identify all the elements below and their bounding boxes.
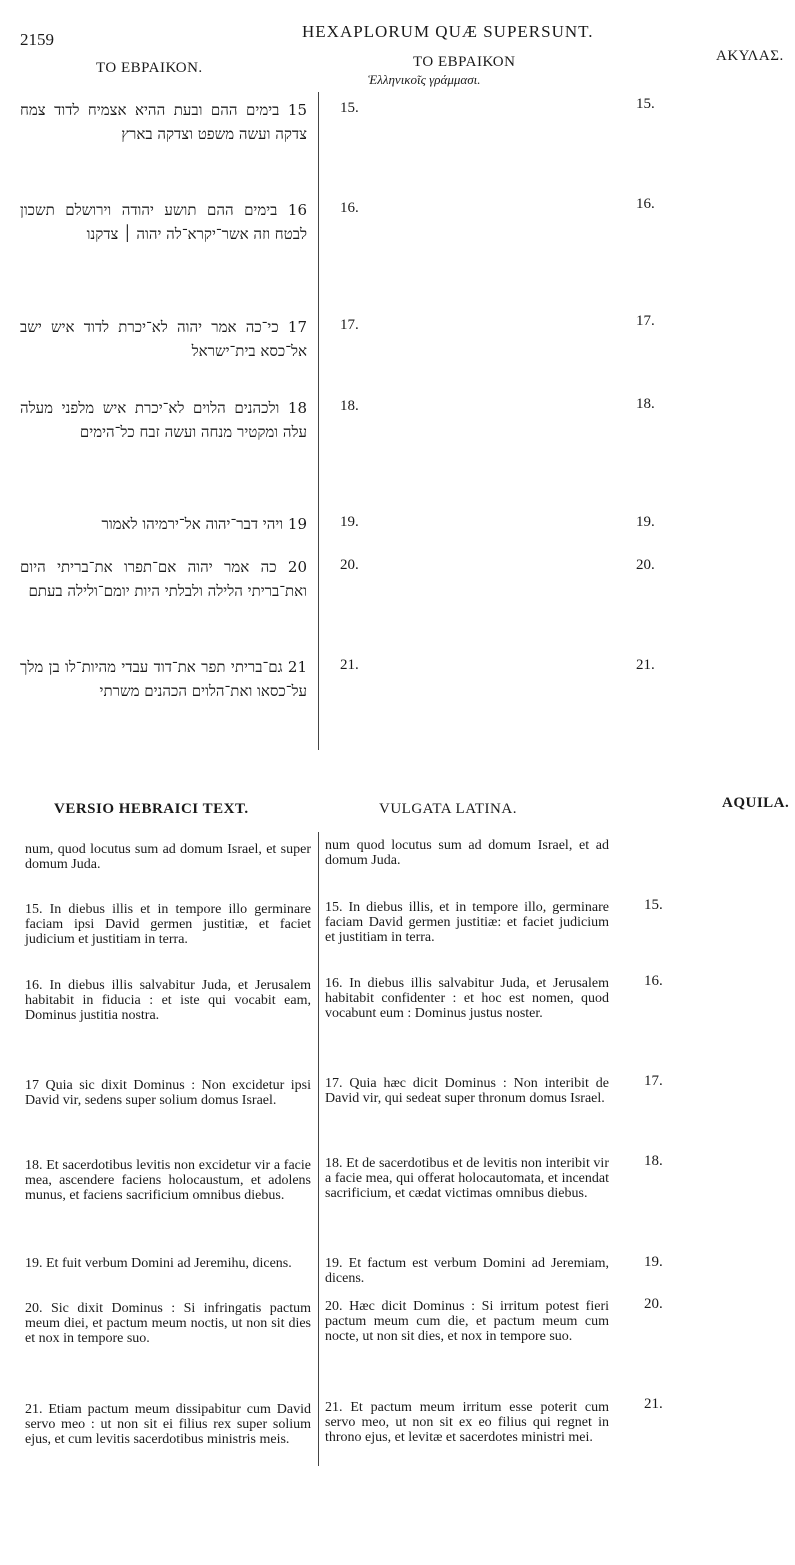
aquila-latin-header: AQUILA.: [722, 795, 790, 811]
aquila-latin-verse-number: 16.: [644, 973, 663, 989]
hebrew-verse-19: 19 ויהי דבר־יהוה אל־ירמיהו לאמור: [101, 515, 307, 533]
versio-verse-18: 18. Et sacerdotibus levitis non excidetur vir a facie mea, ascendere faciens holocaustum, et adolens munus, et faciens sacrificium omnibus diebus.: [25, 1158, 311, 1203]
versio-verse-19: 19. Et fuit verbum Domini ad Jeremihu, dicens.: [25, 1256, 292, 1271]
page-number: 2159: [20, 30, 54, 49]
aquila-verse-number: 16.: [636, 196, 655, 212]
aquila-latin-verse-number: 15.: [644, 897, 663, 913]
vulgata-continuation: num quod locutus sum ad domum Israel, et ad domum Juda.: [325, 838, 609, 868]
vulgata-verse-21: 21. Et pactum meum irritum esse poterit cum servo meo, ut non sit ex eo filius qui regnet in throno ejus, et levitæ et sacerdotes ministri mei.: [325, 1400, 609, 1445]
aquila-verse-number: 20.: [636, 557, 655, 573]
column-divider-upper: [318, 92, 319, 750]
hebrew-column-header: ΤΟ ΕΒΡΑΙΚΟΝ.: [96, 60, 203, 76]
versio-verse-20: 20. Sic dixit Dominus : Si infringatis pactum meum diei, et pactum meum noctis, ut non sit dies et nox in tempore suo.: [25, 1301, 311, 1346]
vulgata-verse-15: 15. In diebus illis, et in tempore illo, germinare faciam David germen justitiæ: et faciet judicium et justitiam in terra.: [325, 900, 609, 945]
aquila-latin-verse-number: 17.: [644, 1073, 663, 1089]
transliteration-column-subheader: Ἑλληνικοῖς γράμμασι.: [368, 72, 481, 87]
transliteration-verse-number: 16.: [340, 200, 359, 216]
vulgata-verse-19: 19. Et factum est verbum Domini ad Jeremiam, dicens.: [325, 1256, 609, 1286]
hebrew-verse-20: 20 כה אמר יהוה אם־תפרו את־בריתי היום ואת־בריתי הלילה ולבלתי היות יומם־ולילה בעתם: [20, 558, 307, 600]
transliteration-verse-number: 17.: [340, 317, 359, 333]
transliteration-verse-number: 15.: [340, 100, 359, 116]
hebrew-verse-16: 16 בימים ההם תושע יהודה וירושלם תשכון לבטח וזה אשר־יקרא־לה יהוה ׀ צדקנו: [20, 201, 307, 243]
aquila-verse-number: 15.: [636, 96, 655, 112]
transliteration-verse-number: 20.: [340, 557, 359, 573]
running-head: HEXAPLORUM QUÆ SUPERSUNT.: [302, 22, 594, 41]
aquila-latin-verse-number: 20.: [644, 1296, 663, 1312]
versio-verse-16: 16. In diebus illis salvabitur Juda, et Jerusalem habitabit in fiducia : et iste qui vocabit eam, Dominus justitia nostra.: [25, 978, 311, 1023]
vulgata-verse-16: 16. In diebus illis salvabitur Juda, et Jerusalem habitabit confidenter : et hoc est nomen, quod vocabunt eum : Dominus justus noster.: [325, 976, 609, 1021]
aquila-verse-number: 19.: [636, 514, 655, 530]
versio-verse-17: 17 Quia sic dixit Dominus : Non excidetur ipsi David vir, sedens super solium domus Israel.: [25, 1078, 311, 1108]
transliteration-column-header: ΤΟ ΕΒΡΑΙΚΟΝ: [413, 54, 516, 70]
transliteration-verse-number: 19.: [340, 514, 359, 530]
aquila-latin-verse-number: 18.: [644, 1153, 663, 1169]
vulgata-verse-20: 20. Hæc dicit Dominus : Si irritum potest fieri pactum meum cum die, et pactum meum cum nocte, ut non sit dies, et nox in tempore suo.: [325, 1299, 609, 1344]
hebrew-verse-15: 15 בימים ההם ובעת ההיא אצמיח לדוד צמח צדקה ועשה משפט וצדקה בארץ: [20, 101, 307, 143]
column-divider-lower: [318, 832, 319, 1466]
transliteration-verse-number: 21.: [340, 657, 359, 673]
transliteration-verse-number: 18.: [340, 398, 359, 414]
aquila-greek-column-header: ΑΚΥΛΑΣ.: [716, 48, 784, 64]
hebrew-verse-18: 18 ולכהנים הלוים לא־יכרת איש מלפני מעלה עלה ומקטיר מנחה ועשה זבח כל־הימים: [20, 399, 307, 441]
versio-verse-21: 21. Etiam pactum meum dissipabitur cum David servo meo : ut non sit ei filius rex super solium ejus, et cum levitis sacerdotibus ministris meis.: [25, 1402, 311, 1447]
aquila-verse-number: 17.: [636, 313, 655, 329]
vulgata-latina-header: VULGATA LATINA.: [379, 801, 517, 817]
versio-verse-15: 15. In diebus illis et in tempore illo germinare faciam ipsi David germen justitiæ, et faciet judicium et justitiam in terra.: [25, 902, 311, 947]
vulgata-verse-18: 18. Et de sacerdotibus et de levitis non interibit vir a facie mea, qui offerat holocautomata, et incendat sacrificium, et cædat victimas omnibus diebus.: [325, 1156, 609, 1201]
versio-continuation: num, quod locutus sum ad domum Israel, et super domum Juda.: [25, 842, 311, 872]
aquila-verse-number: 18.: [636, 396, 655, 412]
aquila-latin-verse-number: 19.: [644, 1254, 663, 1270]
versio-hebraici-header: VERSIO HEBRAICI TEXT.: [54, 801, 249, 817]
hebrew-verse-17: 17 כי־כה אמר יהוה לא־יכרת לדוד איש ישב אל־כסא בית־ישראל: [20, 318, 307, 360]
aquila-verse-number: 21.: [636, 657, 655, 673]
aquila-latin-verse-number: 21.: [644, 1396, 663, 1412]
vulgata-verse-17: 17. Quia hæc dicit Dominus : Non interibit de David vir, qui sedeat super thronum domus Israel.: [325, 1076, 609, 1106]
hebrew-verse-21: 21 גם־בריתי תפר את־דוד עבדי מהיות־לו בן מלך על־כסאו ואת־הלוים הכהנים משרתי: [20, 658, 307, 700]
